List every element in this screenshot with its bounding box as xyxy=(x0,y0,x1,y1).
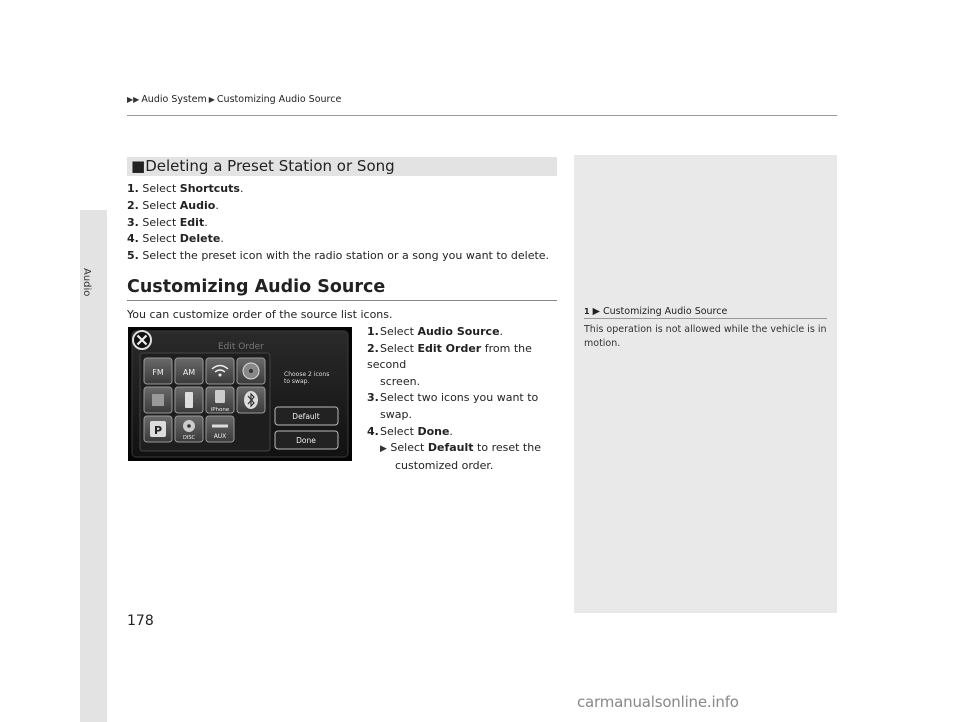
note-body: This operation is not allowed while the vehicle is in motion. xyxy=(584,324,827,349)
step-item: 1. Select Shortcuts. xyxy=(127,182,244,195)
breadcrumb-item[interactable]: Audio System xyxy=(141,94,207,105)
svg-text:DISC: DISC xyxy=(183,435,195,441)
note-ref-number: 1 xyxy=(584,307,590,316)
iphone-source-icon[interactable] xyxy=(206,387,234,413)
sub-step-item: ▶ Select Default to reset the xyxy=(380,441,541,455)
square-bullet-icon: ■ xyxy=(131,157,146,175)
note-ref-icon: ▶ xyxy=(589,306,603,317)
step-continuation: customized order. xyxy=(395,458,494,472)
svg-text:AM: AM xyxy=(182,368,196,377)
page-heading: Customizing Audio Source xyxy=(127,277,386,297)
side-tab-label: Audio xyxy=(81,268,92,297)
svg-text:iPhone: iPhone xyxy=(210,407,230,413)
edit-order-screenshot xyxy=(128,327,352,461)
usb-source-icon[interactable] xyxy=(144,387,172,413)
usb-drive-icon[interactable] xyxy=(175,387,203,413)
screen-title: Edit Order xyxy=(218,342,264,352)
step-item: 5. Select the preset icon with the radio station or a song you want to delete. xyxy=(127,249,550,263)
section-title: ■Deleting a Preset Station or Song xyxy=(131,157,395,175)
page-number: 178 xyxy=(127,613,154,629)
step-item: 3. Select Edit. xyxy=(127,215,208,229)
breadcrumb-item[interactable]: Customizing Audio Source xyxy=(216,94,342,105)
svg-text:Default: Default xyxy=(292,412,320,421)
note-divider xyxy=(584,318,827,319)
breadcrumb-arrow-icon: ▶▶ xyxy=(127,95,140,104)
default-button[interactable] xyxy=(275,407,338,425)
close-icon[interactable] xyxy=(133,331,151,349)
svg-text:Done: Done xyxy=(296,436,316,445)
breadcrumb xyxy=(127,94,341,105)
disc-source-icon[interactable] xyxy=(175,416,203,442)
step-continuation: screen. xyxy=(380,374,421,388)
svg-text:FM: FM xyxy=(152,368,164,377)
screen-hint: to swap. xyxy=(284,378,310,385)
fm-source-icon[interactable] xyxy=(144,358,172,384)
step-item: 4. Select Delete. xyxy=(127,232,224,246)
svg-text:P: P xyxy=(153,424,163,437)
am-source-icon[interactable] xyxy=(175,358,203,384)
step-item: 1.Select Audio Source. xyxy=(367,325,504,338)
step-continuation: swap. xyxy=(380,407,412,421)
delete-steps-list xyxy=(127,181,549,265)
watermark: carmanualsonline.info xyxy=(577,693,739,711)
step-item: 2. Select Audio. xyxy=(127,198,219,212)
step-item: 3.Select two icons you want to xyxy=(367,391,539,405)
bluetooth-icon[interactable] xyxy=(237,387,265,413)
notes-sidebar xyxy=(574,155,837,613)
header-divider xyxy=(127,115,837,116)
note-title: 1 ▶ Customizing Audio Source xyxy=(584,306,728,317)
breadcrumb-arrow-icon: ▶ xyxy=(208,95,215,104)
pandora-source-icon[interactable] xyxy=(144,416,172,442)
heading-divider xyxy=(127,300,557,301)
screen-hint: Choose 2 icons xyxy=(284,371,330,378)
done-button[interactable] xyxy=(275,431,338,449)
customize-steps-list xyxy=(367,324,562,474)
intro-text: You can customize order of the source list icons. xyxy=(127,308,393,321)
arrow-bullet-icon: ▶ xyxy=(380,444,387,455)
step-item: 4.Select Done. xyxy=(367,424,453,438)
svg-text:AUX: AUX xyxy=(213,433,227,440)
wifi-source-icon[interactable] xyxy=(206,358,234,384)
disc-icon[interactable] xyxy=(237,358,265,384)
aux-source-icon[interactable] xyxy=(206,416,234,442)
step-item: 2.Select Edit Order from the second xyxy=(367,341,532,372)
